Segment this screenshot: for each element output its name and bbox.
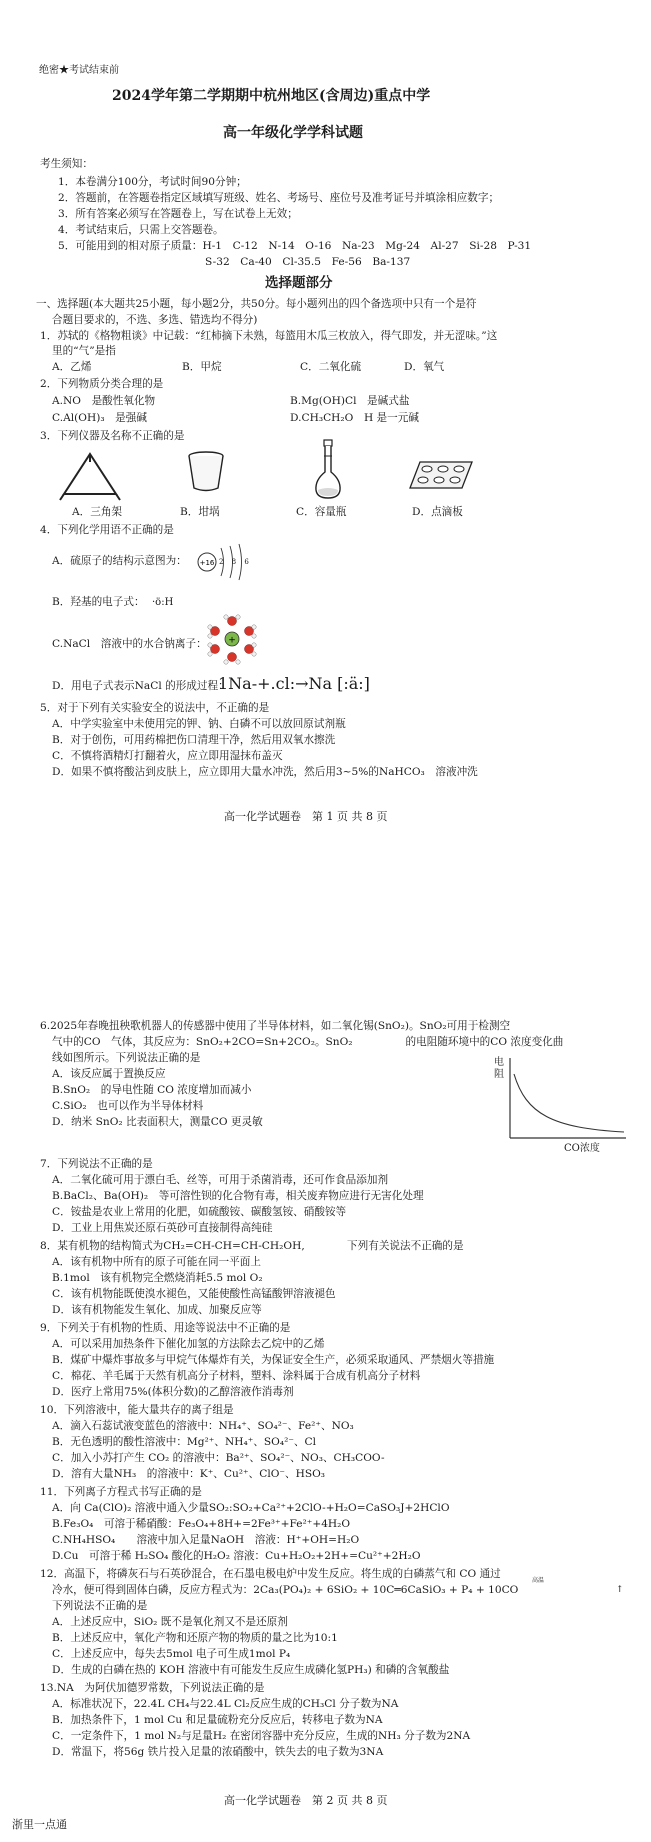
- watermark-text: 浙里一点通: [12, 1818, 67, 1831]
- notice-heading: 考生须知：: [40, 158, 93, 170]
- question-6-stem: 线如图所示。下列说法正确的是: [52, 1052, 201, 1064]
- graph-x-label: CO浓度: [564, 1143, 600, 1154]
- triangle-stand-figure: [60, 450, 120, 502]
- question-6-stem: 气中的CO 气体，其反应为：SnO₂+2CO=Sn+2CO₂。SnO₂ 的电阻随环境中的CO 浓度变化曲: [52, 1036, 564, 1048]
- option-9a: A．可以采用加热条件下催化加氢的方法除去乙烷中的乙烯: [52, 1338, 325, 1350]
- option-2d: D.CH₃CH₂O H 是一元碱: [290, 412, 419, 424]
- option-4c: C.NaCl 溶液中的水合钠离子：: [52, 638, 207, 650]
- option-1b: B．甲烷: [182, 361, 222, 373]
- question-12-stem: 下列说法不正确的是: [52, 1600, 148, 1612]
- option-4d: D．用电子式表示NaCl 的形成过程：: [52, 680, 229, 692]
- notice-item: 2．答题前，在答题卷指定区域填写班级、姓名、考场号、座位号及准考证号并填涂相应数字；: [58, 192, 500, 204]
- question-10-stem: 10．下列溶液中，能大量共存的离子组是: [40, 1404, 234, 1416]
- option-5a: A．中学实验室中未使用完的钾、钠、白磷不可以放回原试剂瓶: [52, 718, 346, 730]
- section-intro: 合题目要求的，不选、多选、错选均不得分): [52, 314, 258, 326]
- option-9c: C．棉花、羊毛属于天然有机高分子材料，塑料、涂料属于合成有机高分子材料: [52, 1370, 421, 1382]
- exam-subtitle: 高一年级化学学科试题: [223, 125, 363, 141]
- resistance-curve: [514, 1074, 624, 1132]
- nucleus-label: +16: [199, 559, 215, 567]
- graph-y-label: 阻: [494, 1069, 504, 1080]
- atom-shells: 2 8 6: [219, 558, 252, 566]
- gas-arrow: ↑: [616, 1585, 624, 1595]
- option-13a: A．标准状况下，22.4L CH₄与22.4L Cl₂反应生成的CH₃Cl 分子数为NA: [52, 1698, 399, 1710]
- notice-item: 5．可能用到的相对原子质量：H-1 C-12 N-14 O-16 Na-23 Mg-24 Al-27 Si-28 P-31: [58, 240, 532, 252]
- option-13d: D．常温下，将56g 铁片投入足量的浓硝酸中，铁失去的电子数为3NA: [52, 1746, 384, 1758]
- page-footer-1: 高一化学试题卷 第 1 页 共 8 页: [224, 810, 388, 823]
- question-4-stem: 4．下列化学用语不正确的是: [40, 524, 174, 536]
- resistance-curve-graph: [508, 1056, 628, 1140]
- graph-y-label: 电: [494, 1057, 504, 1068]
- secret-mark: 绝密★考试结束前: [39, 65, 119, 76]
- exam-title: 2024学年第二学期期中杭州地区(含周边)重点中学: [112, 88, 431, 104]
- option-11a: A．向 Ca(ClO)₂ 溶液中通入少量SO₂:SO₂+Ca²⁺+2ClO-+H₂O=CaSO₃J+2HClO: [52, 1502, 450, 1514]
- option-12a: A．上述反应中，SiO₂ 既不是氧化剂又不是还原剂: [52, 1616, 288, 1628]
- option-7b: B.BaCl₂、Ba(OH)₂ 等可溶性钡的化合物有毒，相关废弃物应进行无害化处理: [52, 1190, 424, 1202]
- option-12d: D．生成的白磷在热的 KOH 溶液中有可能发生反应生成磷化氢PH₃) 和磷的含氧酸盐: [52, 1664, 450, 1676]
- option-9b: B．煤矿中爆炸事故多与甲烷气体爆炸有关，为保证安全生产，必须采取通风、严禁烟火等措施: [52, 1354, 495, 1366]
- spot-plate-figure: [408, 460, 474, 492]
- option-10b: B．无色透明的酸性溶液中：Mg²⁺、NH₄⁺、SO₄²⁻、Cl: [52, 1436, 317, 1448]
- question-3-stem: 3．下列仪器及名称不正确的是: [40, 430, 185, 442]
- option-12b: B．上述反应中，氧化产物和还原产物的物质的量之比为10:1: [52, 1632, 338, 1644]
- ion-charge: +: [228, 635, 236, 646]
- question-1-stem: 1．苏轼的《格物粗谈》中记载：“红柿摘下未熟，每篮用木瓜三枚放入，得气即发，并无涩味。”这: [40, 330, 498, 342]
- option-8a: A．该有机物中所有的原子可能在同一平面上: [52, 1256, 261, 1268]
- option-3b: B．坩埚: [180, 506, 220, 518]
- option-11b: B.Fe₃O₄ 可溶于稀硝酸：Fe₃O₄+8H+=2Fe³⁺+Fe²⁺+4H₂O: [52, 1518, 351, 1530]
- option-9d: D．医疗上常用75%(体积分数)的乙醇溶液作消毒剂: [52, 1386, 294, 1398]
- nacl-formation-formula: 1Na-+.cl:→Na [:ä:]: [218, 674, 370, 693]
- question-13-stem: 13.NA 为阿伏加德罗常数，下列说法正确的是: [40, 1682, 265, 1694]
- question-7-stem: 7．下列说法不正确的是: [40, 1158, 153, 1170]
- page-footer-2: 高一化学试题卷 第 2 页 共 8 页: [224, 1794, 388, 1807]
- section-title: 选择题部分: [265, 275, 333, 291]
- option-1c: C．二氧化硫: [300, 361, 362, 373]
- question-1-stem: 里的“气”是指: [52, 345, 116, 357]
- question-12-stem: 12．高温下，将磷灰石与石英砂混合，在石墨电极电炉中发生反应。将生成的白磷蒸气和 CO 通过: [40, 1568, 501, 1580]
- question-6-stem: 6.2025年春晚扭秧歌机器人的传感器中使用了半导体材料，如二氧化锡(SnO₂)。SnO₂可用于检测空: [40, 1020, 511, 1032]
- notice-item: 1．本卷满分100分，考试时间90分钟；: [58, 176, 247, 188]
- option-3d: D．点滴板: [412, 506, 463, 518]
- option-6c: C.SiO₂ 也可以作为半导体材料: [52, 1100, 204, 1112]
- option-10d: D．溶有大量NH₃ 的溶液中：K⁺、Cu²⁺、ClO⁻、HSO₃: [52, 1468, 326, 1480]
- option-1d: D．氧气: [404, 361, 445, 373]
- option-13b: B．加热条件下，1 mol Cu 和足量硫粉充分反应后，转移电子数为NA: [52, 1714, 383, 1726]
- option-2a: A.NO 是酸性氧化物: [52, 395, 156, 407]
- option-10a: A．滴入石蕊试液变蓝色的溶液中：NH₄⁺、SO₄²⁻、Fe²⁺、NO₃: [52, 1420, 354, 1432]
- hydroxyl-formula: ·ö:H: [152, 597, 174, 608]
- question-8-stem: 8．某有机物的结构简式为CH₂=CH-CH=CH-CH₂OH, 下列有关说法不正确的是: [40, 1240, 464, 1252]
- volumetric-flask-figure: [313, 440, 343, 502]
- option-4b: B．羟基的电子式：: [52, 596, 145, 608]
- question-11-stem: 11．下列离子方程式书写正确的是: [40, 1486, 202, 1498]
- crucible-figure: [186, 450, 226, 494]
- reaction-condition: 高温: [532, 1577, 545, 1584]
- option-5c: C．不慎将酒精灯打翻着火，应立即用湿抹布盖灭: [52, 750, 283, 762]
- option-5b: B．对于创伤，可用药棉把伤口清理干净，然后用双氧水擦洗: [52, 734, 336, 746]
- option-11c: C.NH₄HSO₄ 溶液中加入足量NaOH 溶液：H⁺+OH=H₂O: [52, 1534, 360, 1546]
- notice-item: 4．考试结束后，只需上交答题卷。: [58, 224, 224, 236]
- option-5d: D．如果不慎将酸沾到皮肤上，应立即用大量水冲洗，然后用3~5%的NaHCO₃ 溶液冲洗: [52, 766, 478, 778]
- option-8d: D．该有机物能发生氧化、加成、加聚反应等: [52, 1304, 262, 1316]
- option-2c: C.Al(OH)₃ 是强碱: [52, 412, 147, 424]
- option-7c: C．铵盐是农业上常用的化肥，如硫酸铵、碳酸氢铵、硝酸铵等: [52, 1206, 347, 1218]
- option-6b: B.SnO₂ 的导电性随 CO 浓度增加而减小: [52, 1084, 252, 1096]
- option-1a: A．乙烯: [52, 361, 92, 373]
- notice-item: 3．所有答案必须写在答题卷上，写在试卷上无效；: [58, 208, 298, 220]
- question-12-stem: 冷水，便可得到固体白磷，反应方程式为：2Ca₃(PO₄)₂ + 6SiO₂ + 10C═6CaSiO₃ + P₄ + 10CO: [52, 1584, 519, 1596]
- option-6d: D．纳米 SnO₂ 比表面积大，测量CO 更灵敏: [52, 1116, 263, 1128]
- option-6a: A．该反应属于置换反应: [52, 1068, 166, 1080]
- option-7d: D．工业上用焦炭还原石英砂可直接制得高纯硅: [52, 1222, 273, 1234]
- option-3c: C．容量瓶: [296, 506, 347, 518]
- question-9-stem: 9．下列关于有机物的性质、用途等说法中不正确的是: [40, 1322, 291, 1334]
- notice-item: S-32 Ca-40 Cl-35.5 Fe-56 Ba-137: [205, 256, 411, 268]
- option-8b: B.1mol 该有机物完全燃烧消耗5.5 mol O₂: [52, 1272, 263, 1284]
- question-5-stem: 5．对于下列有关实验安全的说法中，不正确的是: [40, 702, 270, 714]
- option-11d: D.Cu 可溶于稀 H₂SO₄ 酸化的H₂O₂ 溶液：Cu+H₂O₂+2H+=Cu²⁺+2H₂O: [52, 1550, 421, 1562]
- question-2-stem: 2．下列物质分类合理的是: [40, 378, 164, 390]
- section-intro: 一、选择题(本大题共25小题，每小题2分，共50分。每小题列出的四个备选项中只有一个是符: [36, 298, 477, 310]
- option-13c: C．一定条件下，1 mol N₂与足量H₂ 在密闭容器中充分反应，生成的NH₃ 分子数为2NA: [52, 1730, 471, 1742]
- option-8c: C．该有机物能既使溴水褪色，又能使酸性高锰酸钾溶液褪色: [52, 1288, 336, 1300]
- hydrated-sodium-ion-figure: [208, 614, 256, 664]
- option-12c: C．上述反应中，每失去5mol 电子可生成1mol P₄: [52, 1648, 291, 1660]
- option-3a: A．三角架: [72, 506, 123, 518]
- option-2b: B.Mg(OH)Cl 是碱式盐: [290, 395, 410, 407]
- option-10c: C．加入小苏打产生 CO₂ 的溶液中：Ba²⁺、SO₄²⁻、NO₃、CH₃COO-: [52, 1452, 385, 1464]
- option-7a: A．二氧化硫可用于漂白毛、丝等，可用于杀菌消毒，还可作食品添加剂: [52, 1174, 389, 1186]
- option-4a: A．硫原子的结构示意图为：: [52, 555, 187, 567]
